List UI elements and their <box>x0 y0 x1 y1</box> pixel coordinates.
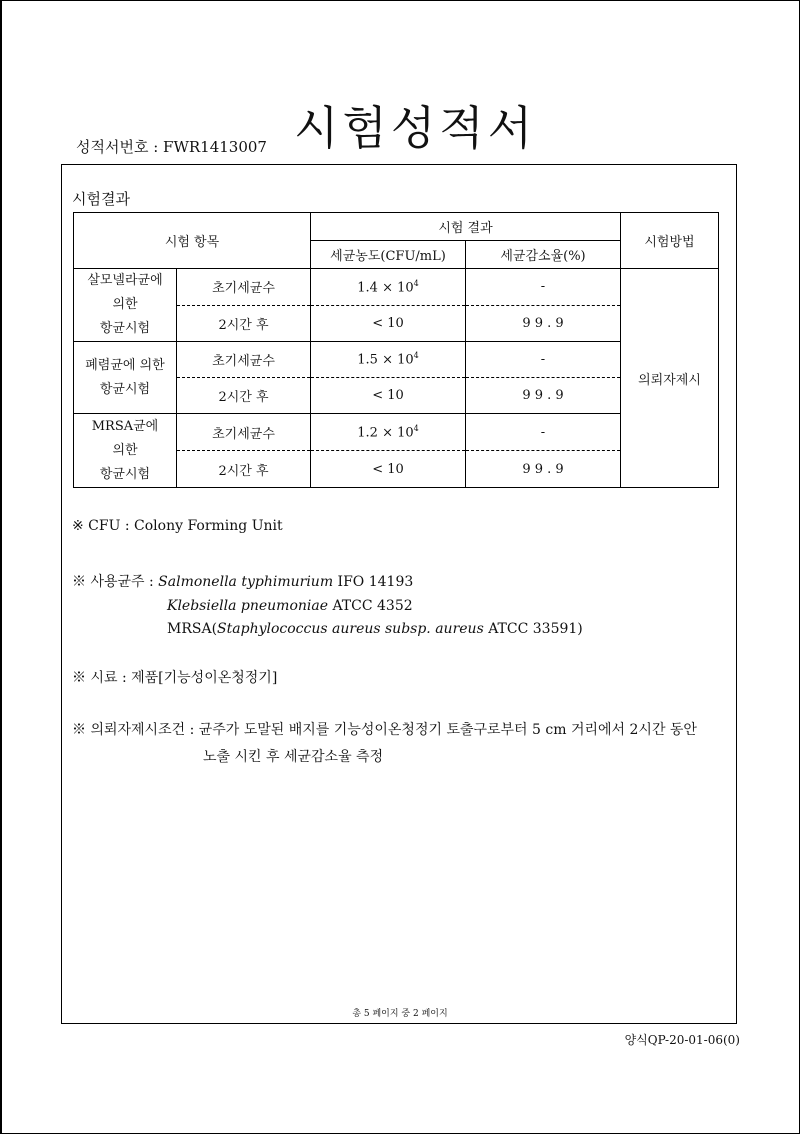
page-border <box>0 0 800 1</box>
group-label <box>74 342 177 414</box>
reduction-cell: 9 9 . 9 <box>466 451 621 488</box>
group-label-line: 의한 <box>112 442 138 458</box>
group-label-line: 의한 <box>112 297 138 312</box>
sub-item: 2시간 후 <box>177 305 311 342</box>
group-label-line: 항균시험 <box>99 321 151 336</box>
concentration-cell: < 10 <box>311 305 466 342</box>
concentration-cell: $1.2 \times 10^4$ <box>311 414 466 451</box>
reduction-cell: - <box>466 342 621 378</box>
note-condition: ※ 의뢰자제시조건 : 균주가 도말된 배지를 기능성이온청정기 토출구로부터 5 cm 거리에서 2시간 동안 <box>72 722 697 738</box>
page-count: 총 5 페이지 중 2 페이지 <box>352 1009 448 1019</box>
group-label-line: MRSA균에 <box>91 418 159 434</box>
reduction-cell: 9 9 . 9 <box>466 305 621 342</box>
header-item: 시험 항목 <box>74 213 311 269</box>
group-label <box>74 414 177 488</box>
header-concentration: 세균농도(CFU/mL) <box>311 241 466 269</box>
concentration-cell: < 10 <box>311 378 466 414</box>
sub-item: 초기세균수 <box>177 414 311 451</box>
sub-item: 초기세균수 <box>177 342 311 378</box>
report-number: 성적서번호 : FWR1413007 <box>76 138 267 156</box>
reduction-cell: 9 9 . 9 <box>466 378 621 414</box>
note-condition: 노출 시킨 후 세균감소율 측정 <box>203 749 384 765</box>
header-reduction: 세균감소율(%) <box>466 241 621 269</box>
group-label <box>74 269 177 342</box>
sub-item: 2시간 후 <box>177 378 311 414</box>
group-label-line: 항균시험 <box>99 466 151 482</box>
note-sample: ※ 시료 : 제품[기능성이온청정기] <box>72 670 278 686</box>
concentration-cell: < 10 <box>311 451 466 488</box>
concentration-cell: $1.5 \times 10^4$ <box>311 342 466 378</box>
header-result: 시험 결과 <box>311 213 621 241</box>
group-label-line: 항균시험 <box>99 381 151 397</box>
method-cell: 의뢰자제시 <box>621 269 719 488</box>
page-border <box>0 0 2 1134</box>
form-code: 양식QP-20-01-06(0) <box>624 1033 740 1047</box>
note-strain-line: MRSA(Staphylococcus aureus subsp. aureus ATCC 33591) <box>167 621 583 637</box>
section-label: 시험결과 <box>72 190 130 208</box>
note-strain-line: Klebsiella pneumoniae ATCC 4352 <box>167 598 413 614</box>
group-label-line: 폐렴균에 의한 <box>85 357 165 373</box>
results-table <box>73 212 719 488</box>
sub-item: 2시간 후 <box>177 451 311 488</box>
group-label-line: 살모넬라균에 <box>87 273 163 288</box>
document-title: 시험성적서 <box>294 101 537 155</box>
note-cfu: ※ CFU : Colony Forming Unit <box>72 518 283 534</box>
reduction-cell: - <box>466 269 621 306</box>
header-method: 시험방법 <box>621 213 719 269</box>
reduction-cell: - <box>466 414 621 451</box>
sub-item: 초기세균수 <box>177 269 311 306</box>
concentration-cell: $1.4 \times 10^4$ <box>311 269 466 306</box>
note-strain-line: ※ 사용균주 : Salmonella typhimurium IFO 14193 <box>72 574 414 590</box>
